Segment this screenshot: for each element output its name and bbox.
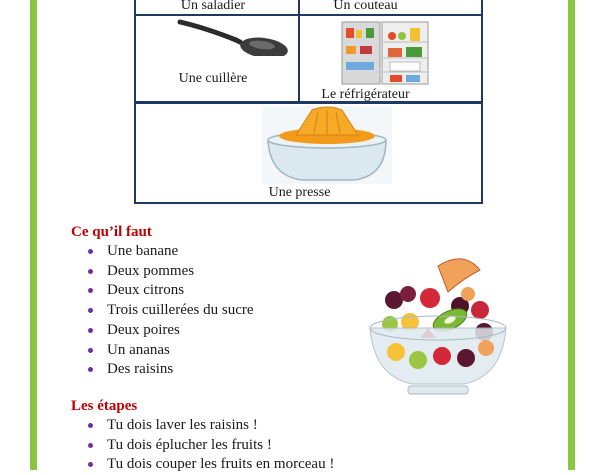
juicer-image [262,106,392,184]
ingredient-text: Deux poires [107,321,180,338]
cell-knife [300,0,481,16]
list-item [86,301,254,321]
ingredient-text: Deux pommes [107,262,195,279]
list-item [86,341,254,361]
ingredient-text: Deux citrons [107,282,185,299]
fridge-image [340,20,430,86]
cell-fridge [300,16,481,104]
steps-heading: Les étapes [71,398,138,414]
label-fridge: Le réfrigérateur [321,87,410,102]
utensils-table [134,0,483,204]
bullet-icon [88,462,93,467]
list-item [86,455,334,475]
step-text: Tu dois couper les fruits en morceau ! [107,456,335,473]
bullet-icon [88,348,93,353]
fruit-salad-image [352,248,522,398]
bullet-icon [88,443,93,448]
label-knife: Un couteau [333,0,398,13]
list-item [86,436,334,456]
ingredient-text: Des raisins [107,361,174,378]
ingredient-text: Un ananas [107,341,170,358]
ingredients-list [86,242,254,380]
cell-press [136,104,481,202]
step-text: Tu dois laver les raisins ! [107,417,258,433]
page-border-right [568,0,575,470]
page-border-left [30,0,37,470]
label-press: Une presse [268,185,331,200]
list-item [86,321,254,341]
ingredient-text: Une banane [107,243,179,259]
bullet-icon [88,249,93,254]
bullet-icon [88,269,93,274]
steps-list [86,416,334,475]
step-text: Tu dois éplucher les fruits ! [107,436,272,453]
bullet-icon [88,423,93,428]
label-salad-bowl: Un saladier [180,0,246,13]
ingredients-heading: Ce qu’il faut [71,224,152,240]
bullet-icon [88,367,93,372]
bullet-icon [88,328,93,333]
list-item [86,281,254,301]
list-item [86,416,334,436]
bullet-icon [88,288,93,293]
ingredient-text: Trois cuillerées du sucre [107,302,254,319]
list-item [86,242,254,262]
spoon-image [176,18,288,56]
list-item [86,360,254,380]
list-item [86,262,254,282]
bullet-icon [88,308,93,313]
label-spoon: Une cuillère [178,71,248,86]
